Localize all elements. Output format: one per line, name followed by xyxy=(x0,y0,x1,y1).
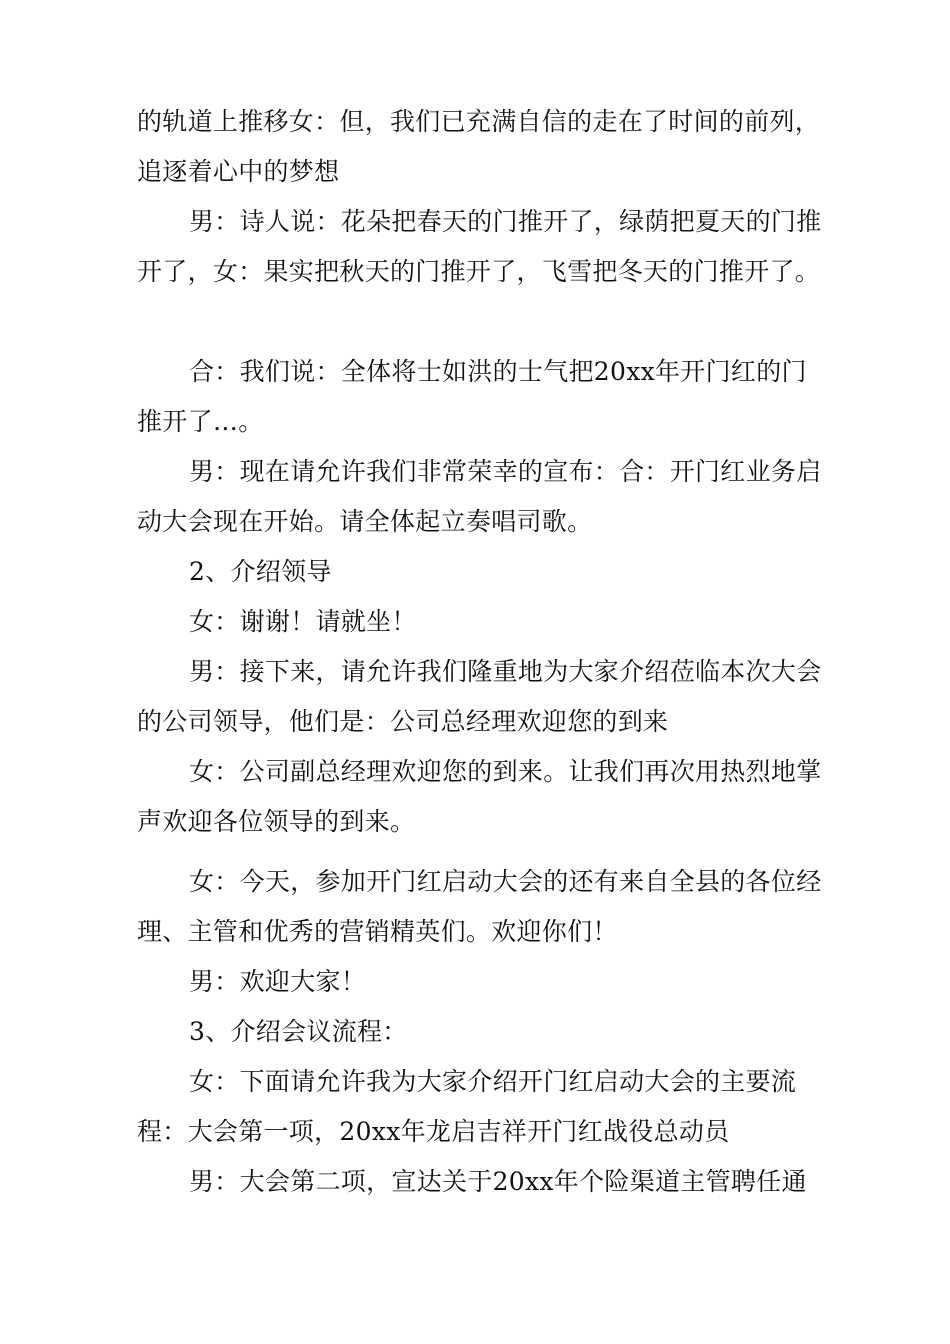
paragraph-welcome-leaders: 女：公司副总经理欢迎您的到来。让我们再次用热烈地掌声欢迎各位领导的到来。 xyxy=(137,757,822,836)
paragraph-poet-says: 男：诗人说：花朵把春天的门推开了，绿荫把夏天的门推开了，女：果实把秋天的门推开了，飞雪把冬天的门推开了。 xyxy=(137,207,822,286)
paragraph-continuation: 的轨道上推移女：但，我们已充满自信的走在了时间的前列，追逐着心中的梦想 xyxy=(137,107,821,186)
paragraph-thanks: 女：谢谢！请就坐！ xyxy=(189,607,417,636)
paragraph-process-intro: 女：下面请允许我为大家介绍开门红启动大会的主要流程：大会第一项，20xx年龙启吉祥开门红战役总动员 xyxy=(137,1067,797,1146)
section-heading-introduce-leaders: 2、介绍领导 xyxy=(189,557,332,586)
paragraph-introduce-leaders: 男：接下来，请允许我们隆重地为大家介绍莅临本次大会的公司领导，他们是：公司总经理欢迎您的到来 xyxy=(137,657,822,736)
paragraph-welcome-all: 男：欢迎大家！ xyxy=(189,967,367,996)
paragraph-announce-start: 男：现在请允许我们非常荣幸的宣布：合：开门红业务启动大会现在开始。请全体起立奏唱司歌。 xyxy=(137,457,822,536)
paragraph-together: 合：我们说：全体将士如洪的士气把20xx年开门红的门推开了…。 xyxy=(137,357,807,436)
paragraph-welcome-managers: 女：今天，参加开门红启动大会的还有来自全县的各位经理、主管和优秀的营销精英们。欢迎你们！ xyxy=(137,867,822,946)
section-heading-meeting-process: 3、介绍会议流程： xyxy=(189,1017,408,1046)
paragraph-second-item: 男：大会第二项，宣达关于20xx年个险渠道主管聘任通 xyxy=(189,1167,807,1196)
